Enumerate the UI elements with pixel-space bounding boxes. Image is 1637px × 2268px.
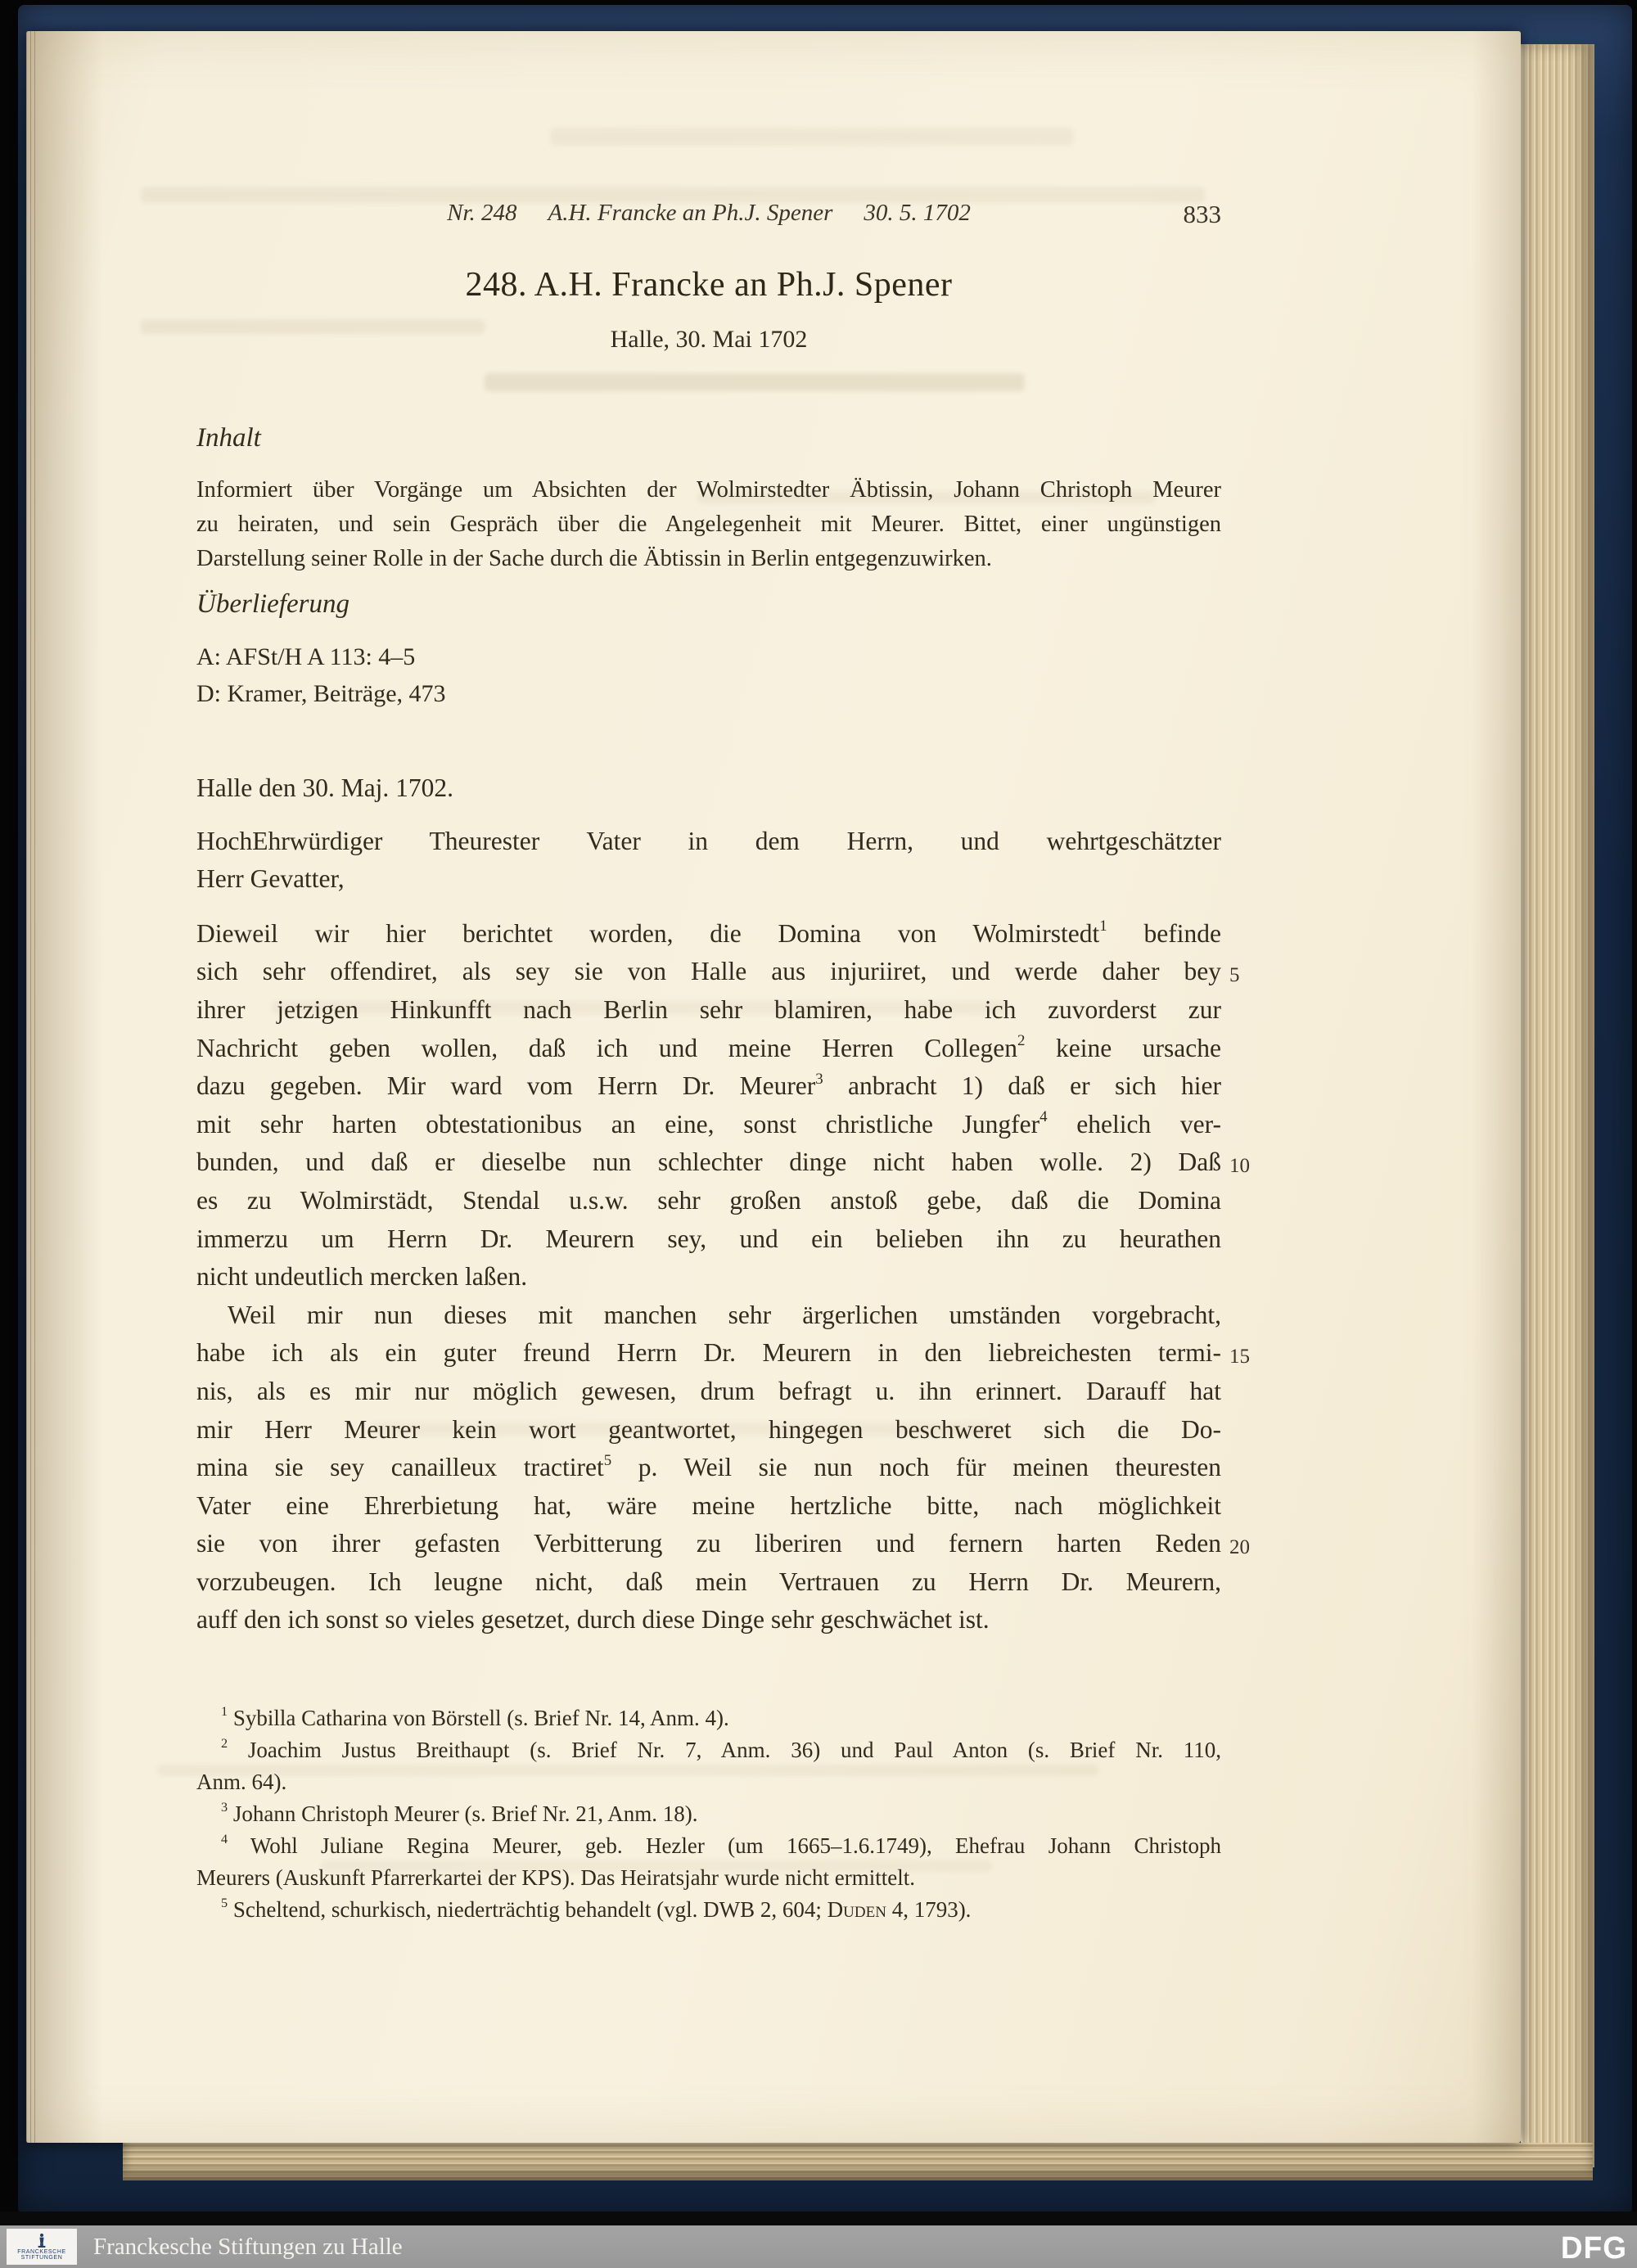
text-line: sich sehr offendiret, als sey sie von Halle aus injuriiret, und werde daher bey 5 xyxy=(196,953,1221,991)
footnote-reference: 2 xyxy=(1017,1032,1026,1050)
bleedthrough-artifact xyxy=(550,128,1074,146)
footnote-reference: 2 xyxy=(221,1736,228,1752)
text-line: D: Kramer, Beiträge, 473 xyxy=(196,680,446,707)
footnote-reference: 1 xyxy=(221,1704,228,1720)
footnote xyxy=(196,1894,1221,1926)
text-line: mit sehr harten obtestationibus an eine, sonst christliche Jungfer$^4$ ehelich ver- xyxy=(196,1108,1222,1139)
text-line: $^2$ Joachim Justus Breithaupt (s. Brief Nr. 7, Anm. 36) und Paul Anton (s. Brief Nr. 110, xyxy=(221,1736,1221,1762)
section-heading-inhalt: Inhalt xyxy=(196,423,261,453)
small-caps-text: Duden xyxy=(827,1897,886,1922)
dfg-logo: DFG xyxy=(1560,2230,1627,2266)
scan-shadow xyxy=(0,2212,1637,2225)
running-head-title: A.H. Francke an Ph.J. Spener xyxy=(548,200,833,226)
text-line: Weil mir nun dieses mit manchen sehr ärgerlichen umständen vorgebracht, xyxy=(228,1300,1221,1329)
text-line: Nachricht geben wollen, daß ich und meine Herren Collegen$^2$ keine ursache xyxy=(196,1032,1221,1062)
line-number: 15 xyxy=(1229,1346,1250,1368)
letter-title: 248. A.H. Francke an Ph.J. Spener xyxy=(465,266,953,304)
running-head-number: Nr. 248 xyxy=(447,200,517,226)
text-line: Darstellung seiner Rolle in der Sache durch die Äbtissin in Berlin entgegenzuwirken. xyxy=(196,546,992,571)
transmission-lines xyxy=(196,638,1221,712)
page-gutter xyxy=(26,31,38,2143)
line-number: 5 xyxy=(1229,964,1240,987)
text-line: $^4$ Wohl Juliane Regina Meurer, geb. Hezler (um 1665–1.6.1749), Ehefrau Johann Christoph xyxy=(221,1832,1221,1858)
text-line: $^1$ Sybilla Catharina von Börstell (s. Brief Nr. 14, Anm. 4). xyxy=(221,1704,729,1730)
letter-salutation xyxy=(196,823,1221,899)
logo-caption-line: FRANCKESCHE xyxy=(17,2248,66,2255)
page-fore-edge-bottom xyxy=(123,2143,1593,2180)
footnote-reference: 4 xyxy=(1039,1108,1048,1126)
letter-paragraph xyxy=(196,1296,1250,1639)
footnote-reference: 3 xyxy=(221,1800,228,1815)
text-line: immerzu um Herrn Dr. Meurern sey, und ein belieben ihn zu heurathen xyxy=(196,1224,1221,1253)
text-line: A: AFSt/H A 113: 4–5 xyxy=(196,643,416,670)
text-line: es zu Wolmirstädt, Stendal u.s.w. sehr großen anstoß gebe, daß die Domina xyxy=(196,1185,1221,1215)
text-line: Dieweil wir hier berichtet worden, die Domina von Wolmirstedt$^1$ befinde xyxy=(196,918,1221,948)
letter-date-line xyxy=(196,769,1221,808)
text-line: dazu gegeben. Mir ward vom Herrn Dr. Meurer$^3$ anbracht 1) daß er sich hier xyxy=(196,1070,1221,1101)
text-line: zu heiraten, und sein Gespräch über die Angelegenheit mit Meurer. Bittet, einer ungünstigen xyxy=(196,512,1221,537)
line-number: 20 xyxy=(1229,1536,1250,1559)
institution-name: Franckesche Stiftungen zu Halle xyxy=(93,2233,403,2260)
statue-icon xyxy=(35,2233,48,2249)
text-line: Halle den 30. Maj. 1702. xyxy=(196,773,454,802)
running-head-date: 30. 5. 1702 xyxy=(864,200,971,226)
text-line: Informiert über Vorgänge um Absichten der Wolmirstedter Äbtissin, Johann Christoph Meurer xyxy=(196,477,1221,503)
bleedthrough-artifact xyxy=(485,373,1025,391)
text-line: vorzubeugen. Ich leugne nicht, daß mein Vertrauen zu Herrn Dr. Meurern, xyxy=(196,1567,1221,1596)
text-line: $^5$ Scheltend, schurkisch, niederträchtig behandelt (vgl. DWB 2, 604; Duden 4, 1793). xyxy=(221,1896,972,1922)
letter-dateline: Halle, 30. Mai 1702 xyxy=(610,326,808,353)
text-line: Vater eine Ehrerbietung hat, wäre meine hertzliche bitte, nach möglichkeit xyxy=(196,1490,1221,1520)
text-line: habe ich als ein guter freund Herrn Dr. Meurern in den liebreichesten termi- 15 xyxy=(196,1334,1221,1373)
text-line: Herr Gevatter, xyxy=(196,864,345,894)
text-line: nicht undeutlich mercken laßen. xyxy=(196,1262,528,1292)
text-line: auff den ich sonst so vieles gesetzet, durch diese Dinge sehr geschwächet ist. xyxy=(196,1605,990,1634)
text-line: ihrer jetzigen Hinkunfft nach Berlin sehr blamiren, habe ich zuvorderst zur xyxy=(196,994,1221,1024)
text-line: Meurers (Auskunft Pfarrerkartei der KPS). Das Heiratsjahr wurde nicht ermittelt. xyxy=(196,1865,915,1890)
footnote xyxy=(196,1798,1221,1830)
page-number: 833 xyxy=(1183,200,1221,228)
text-line: nis, als es mir nur möglich gewesen, drum befragt u. ihn erinnert. Darauff hat xyxy=(196,1376,1221,1405)
page-fore-edge-right xyxy=(1521,44,1594,2167)
logo-caption-line: STIFTUNGEN xyxy=(20,2255,63,2261)
letter-paragraph xyxy=(196,915,1250,1296)
line-number: 10 xyxy=(1229,1155,1250,1178)
footnote-reference: 1 xyxy=(1099,918,1107,936)
footnote xyxy=(196,1734,1221,1798)
footnote-reference: 4 xyxy=(221,1832,228,1847)
footnote-reference: 5 xyxy=(221,1896,228,1911)
text-line: Anm. 64). xyxy=(196,1770,287,1794)
footnote-reference: 3 xyxy=(815,1070,823,1088)
text-line: bunden, und daß er dieselbe nun schlechter dinge nicht haben wolle. 2) Daß 10 xyxy=(196,1143,1221,1182)
institution-logo-caption xyxy=(17,2249,66,2261)
institution-logo xyxy=(7,2229,77,2265)
footnotes xyxy=(196,1702,1221,1926)
footnote-reference: 5 xyxy=(603,1451,612,1469)
text-line: sie von ihrer gefasten Verbitterung zu liberiren und fernern harten Reden 20 xyxy=(196,1525,1221,1563)
letter-body xyxy=(196,769,1250,1639)
page xyxy=(26,31,1521,2143)
text-line: mina sie sey canailleux tractiret$^5$ p. Weil sie nun noch für meinen theuresten xyxy=(196,1451,1221,1482)
running-head xyxy=(196,200,1221,227)
section-heading-ueberlieferung: Überlieferung xyxy=(196,589,349,619)
footnote xyxy=(196,1702,1221,1734)
footer-bar xyxy=(0,2225,1637,2268)
text-line: mir Herr Meurer kein wort geantwortet, hingegen beschweret sich die Do- xyxy=(196,1414,1221,1444)
summary-paragraph xyxy=(196,473,1221,576)
footnote xyxy=(196,1830,1221,1894)
text-line: $^3$ Johann Christoph Meurer (s. Brief Nr. 21, Anm. 18). xyxy=(221,1800,698,1826)
text-line: HochEhrwürdiger Theurester Vater in dem Herrn, und wehrtgeschätzter xyxy=(196,826,1221,855)
